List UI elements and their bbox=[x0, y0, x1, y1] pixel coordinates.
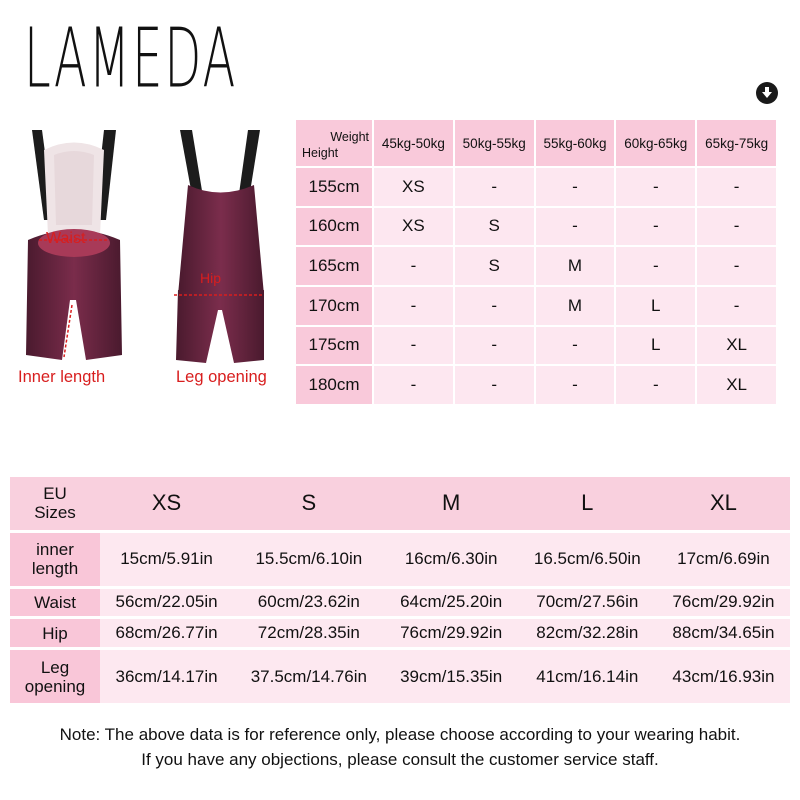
size-cell: - bbox=[536, 168, 615, 206]
weight-header: 60kg-65kg bbox=[616, 120, 695, 166]
size-chart-row bbox=[296, 366, 776, 404]
measurement-cell: 16cm/6.30in bbox=[385, 533, 518, 586]
height-weight-size-chart bbox=[294, 118, 778, 406]
size-cell: - bbox=[455, 287, 534, 325]
height-header: 165cm bbox=[296, 247, 372, 285]
measurement-cell: 68cm/26.77in bbox=[100, 619, 233, 647]
bib-shorts-front-illustration bbox=[14, 125, 134, 375]
size-chart-row bbox=[296, 247, 776, 285]
size-cell: - bbox=[616, 208, 695, 246]
size-cell: M bbox=[536, 287, 615, 325]
size-cell: S bbox=[455, 208, 534, 246]
size-cell: - bbox=[455, 366, 534, 404]
measurement-cell: 76cm/29.92in bbox=[385, 619, 518, 647]
measurement-row-label bbox=[10, 619, 100, 647]
size-cell: - bbox=[616, 247, 695, 285]
bib-shorts-front-graphic bbox=[14, 125, 134, 375]
download-circle-icon[interactable] bbox=[756, 82, 778, 104]
measurement-row-label bbox=[10, 589, 100, 617]
size-column-header: M bbox=[385, 477, 518, 530]
size-column-header: XS bbox=[100, 477, 233, 530]
measurement-row-label bbox=[10, 533, 100, 586]
measurement-cell: 60cm/23.62in bbox=[233, 589, 385, 617]
measurement-header-row bbox=[10, 477, 790, 530]
measurement-row-label bbox=[10, 650, 100, 703]
measurement-cell: 43cm/16.93in bbox=[657, 650, 790, 703]
size-cell: - bbox=[536, 366, 615, 404]
size-chart-row bbox=[296, 208, 776, 246]
bib-shorts-back-illustration bbox=[160, 125, 280, 375]
size-cell: - bbox=[697, 247, 776, 285]
size-cell: L bbox=[616, 287, 695, 325]
measurement-cell: 56cm/22.05in bbox=[100, 589, 233, 617]
measurement-cell: 15.5cm/6.10in bbox=[233, 533, 385, 586]
weight-header: 65kg-75kg bbox=[697, 120, 776, 166]
size-cell: - bbox=[616, 168, 695, 206]
size-cell: - bbox=[697, 208, 776, 246]
measurement-cell: 36cm/14.17in bbox=[100, 650, 233, 703]
size-cell: - bbox=[455, 168, 534, 206]
size-cell: - bbox=[697, 287, 776, 325]
weight-header: 45kg-50kg bbox=[374, 120, 453, 166]
measurement-cell: 70cm/27.56in bbox=[518, 589, 657, 617]
size-column-header: XL bbox=[657, 477, 790, 530]
measurement-cell: 15cm/5.91in bbox=[100, 533, 233, 586]
weight-header: 50kg-55kg bbox=[455, 120, 534, 166]
measurement-table bbox=[10, 474, 790, 706]
size-cell: M bbox=[536, 247, 615, 285]
measurement-cell: 17cm/6.69in bbox=[657, 533, 790, 586]
height-header: 175cm bbox=[296, 327, 372, 365]
weight-axis-label: Weight bbox=[330, 130, 369, 144]
reference-note-line2: If you have any objections, please consult the customer service staff. bbox=[141, 750, 659, 769]
size-cell: XS bbox=[374, 168, 453, 206]
measurement-row bbox=[10, 533, 790, 586]
size-cell: XL bbox=[697, 327, 776, 365]
download-arrow-icon bbox=[760, 86, 774, 100]
measurement-cell: 76cm/29.92in bbox=[657, 589, 790, 617]
size-cell: XS bbox=[374, 208, 453, 246]
size-cell: - bbox=[374, 366, 453, 404]
measurement-cell: 72cm/28.35in bbox=[233, 619, 385, 647]
height-header: 160cm bbox=[296, 208, 372, 246]
height-axis-label: Height bbox=[302, 146, 339, 160]
size-cell: L bbox=[616, 327, 695, 365]
eu-sizes-header-line1: EU bbox=[43, 484, 67, 504]
eu-sizes-header bbox=[10, 477, 100, 530]
height-header: 170cm bbox=[296, 287, 372, 325]
measurement-cell: 82cm/32.28in bbox=[518, 619, 657, 647]
size-chart-header-row bbox=[296, 120, 776, 166]
measurement-cell: 88cm/34.65in bbox=[657, 619, 790, 647]
size-cell: - bbox=[697, 168, 776, 206]
reference-note-line1: Note: The above data is for reference only, please choose according to your wearing habit. bbox=[59, 725, 741, 744]
size-cell: - bbox=[374, 327, 453, 365]
row-label-line1: Hip bbox=[42, 623, 68, 643]
size-column-header: L bbox=[518, 477, 657, 530]
eu-sizes-header-line2: Sizes bbox=[34, 503, 76, 523]
row-label-line1: inner bbox=[36, 540, 74, 560]
size-cell: - bbox=[374, 247, 453, 285]
measurement-row bbox=[10, 650, 790, 703]
size-column-header: S bbox=[233, 477, 385, 530]
size-chart-row bbox=[296, 168, 776, 206]
measurement-cell: 16.5cm/6.50in bbox=[518, 533, 657, 586]
row-label-line1: Waist bbox=[34, 592, 76, 612]
waist-label: Waist bbox=[46, 230, 86, 247]
measurement-cell: 64cm/25.20in bbox=[385, 589, 518, 617]
size-chart-row bbox=[296, 327, 776, 365]
measurement-row bbox=[10, 619, 790, 647]
inner-length-caption: Inner length bbox=[18, 368, 106, 386]
row-label-line2: length bbox=[31, 559, 79, 579]
measurement-cell: 39cm/15.35in bbox=[385, 650, 518, 703]
brand-logo bbox=[24, 11, 238, 107]
height-header: 180cm bbox=[296, 366, 372, 404]
measurement-cell: 41cm/16.14in bbox=[518, 650, 657, 703]
leg-opening-caption: Leg opening bbox=[176, 368, 267, 386]
brand-name: LAMEDA bbox=[24, 11, 238, 107]
size-cell: - bbox=[374, 287, 453, 325]
row-label-line2: opening bbox=[24, 676, 86, 696]
hip-label: Hip bbox=[200, 270, 222, 286]
measurement-cell: 37.5cm/14.76in bbox=[233, 650, 385, 703]
size-chart-corner bbox=[296, 120, 372, 166]
size-cell: - bbox=[616, 366, 695, 404]
size-cell: - bbox=[536, 327, 615, 365]
measurement-row bbox=[10, 589, 790, 617]
reference-note bbox=[0, 722, 800, 772]
row-label-line1: Leg bbox=[40, 657, 70, 677]
size-chart-row bbox=[296, 287, 776, 325]
size-cell: S bbox=[455, 247, 534, 285]
size-cell: XL bbox=[697, 366, 776, 404]
bib-shorts-back-graphic bbox=[160, 125, 280, 375]
weight-header: 55kg-60kg bbox=[536, 120, 615, 166]
height-header: 155cm bbox=[296, 168, 372, 206]
size-cell: - bbox=[455, 327, 534, 365]
size-cell: - bbox=[536, 208, 615, 246]
